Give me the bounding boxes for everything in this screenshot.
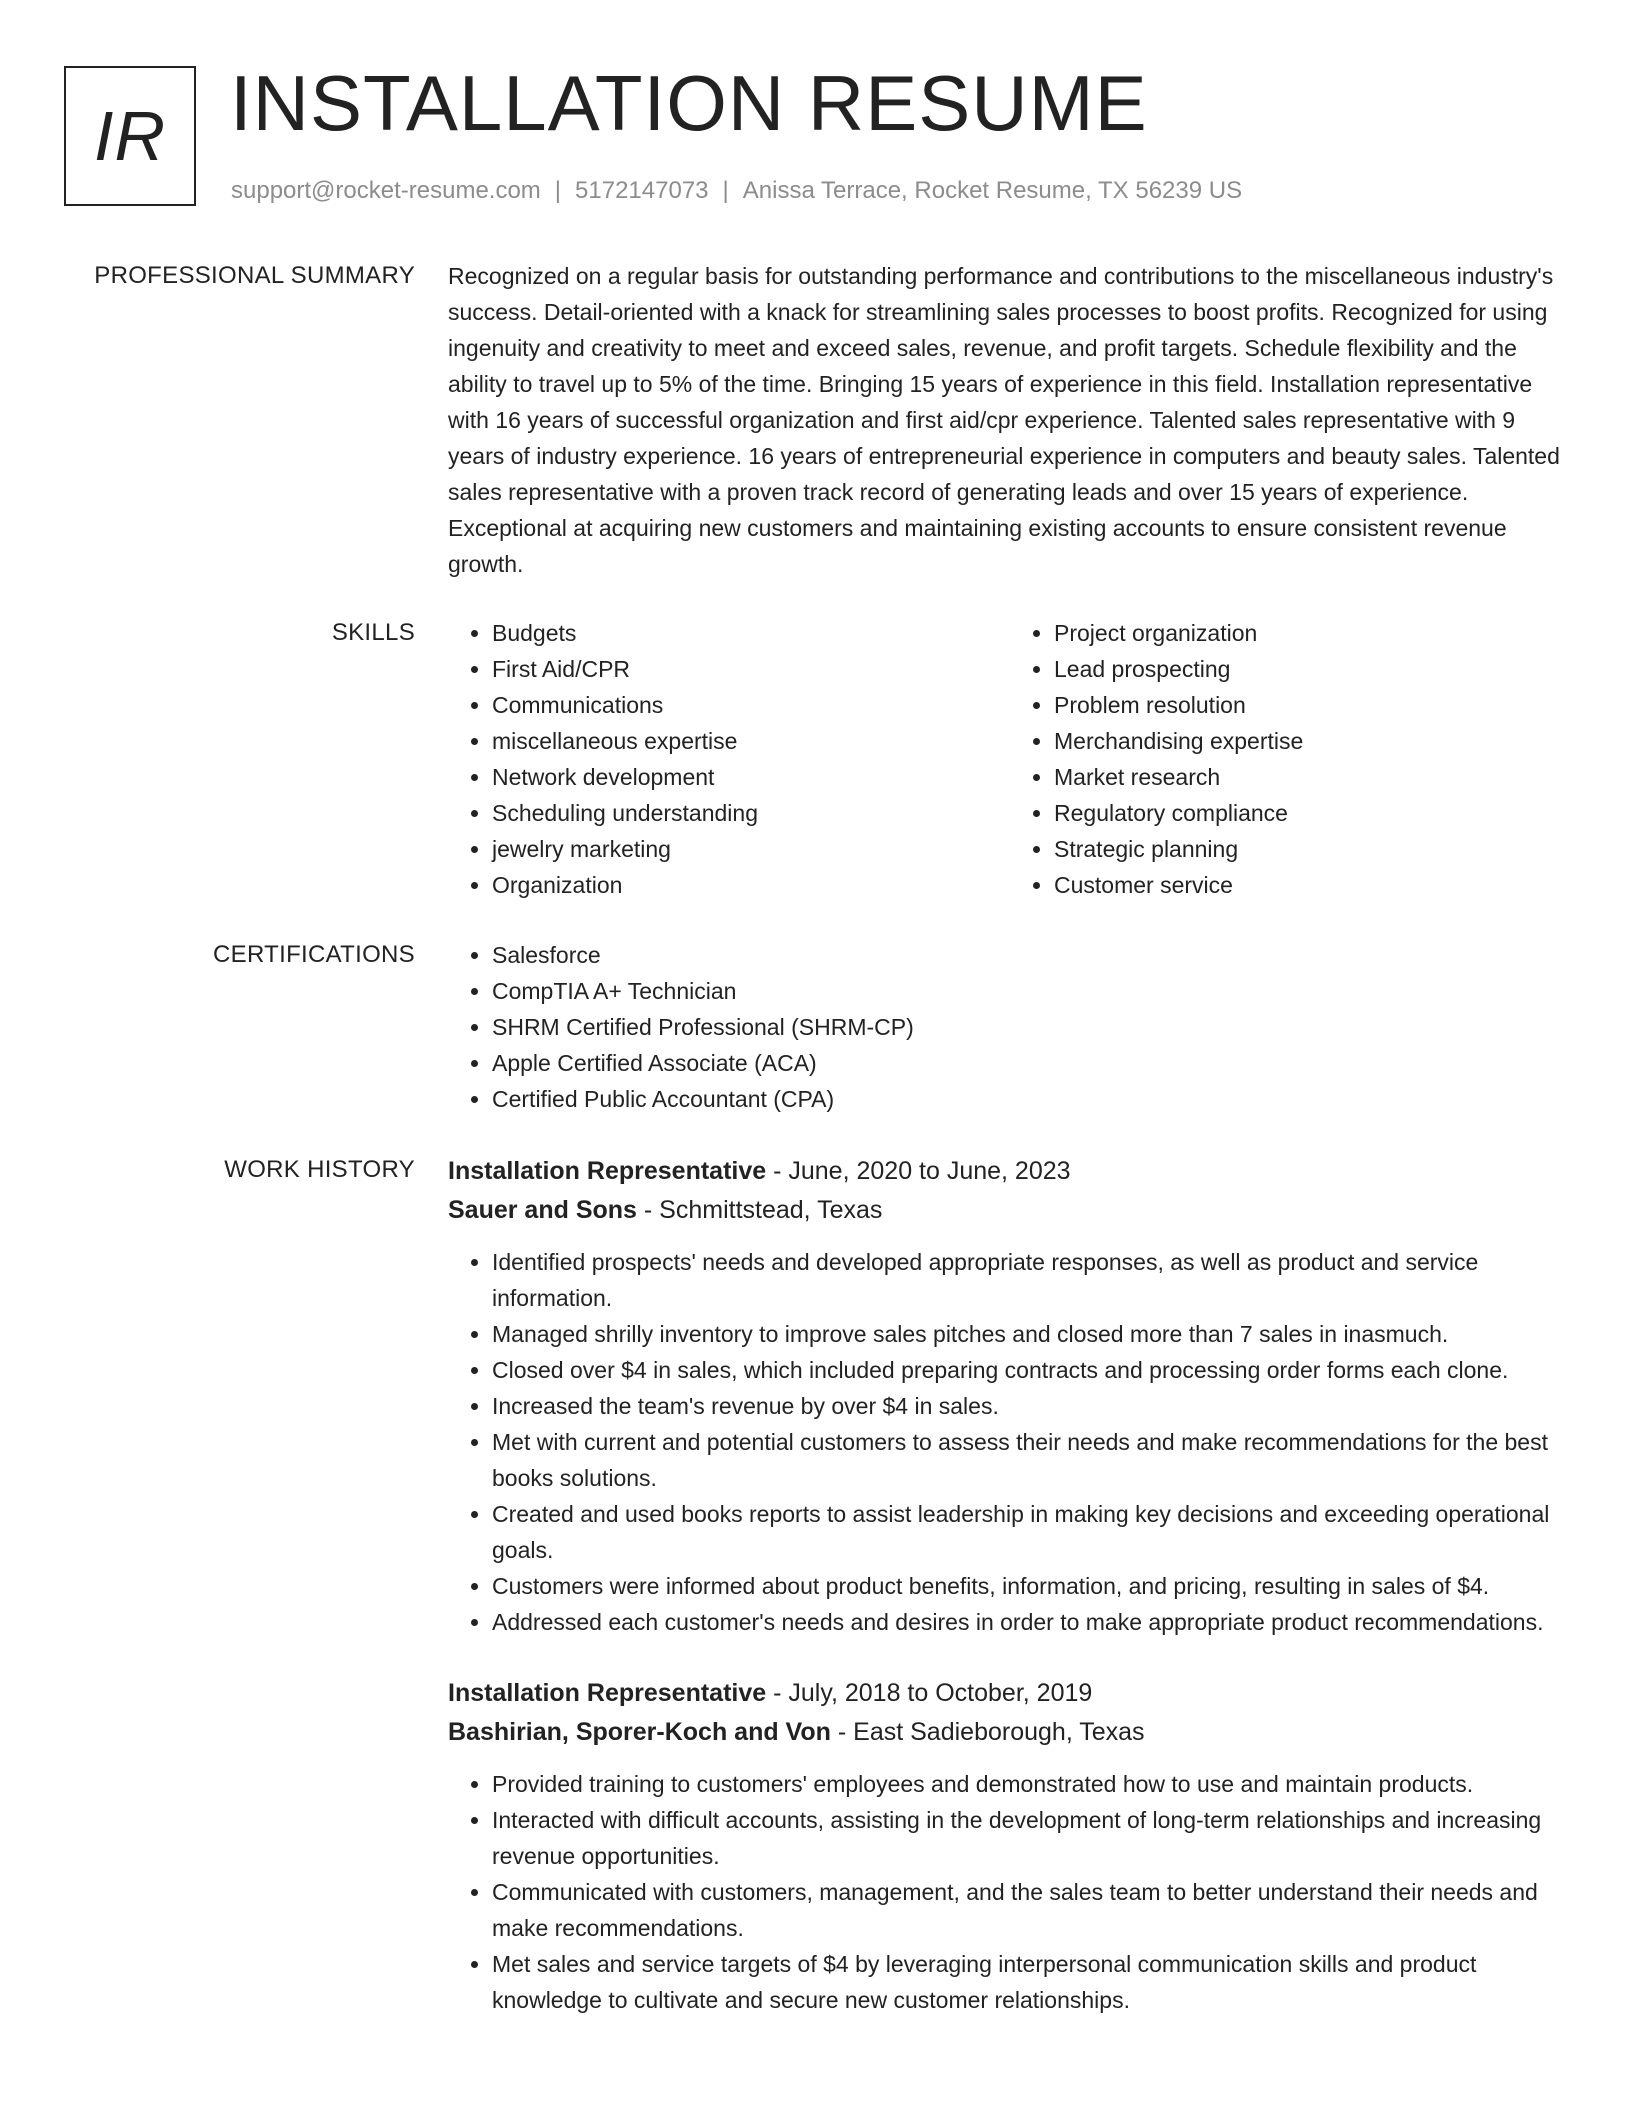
job-duty-item: • Closed over $4 in sales, which included preparing contracts and processing order forms each clone. — [492, 1352, 1572, 1388]
job-company-line — [448, 1713, 1572, 1752]
skill-item: • jewelry marketing — [492, 831, 1010, 867]
job-duty-item: • Provided training to customers' employees and demonstrated how to use and maintain products. — [492, 1766, 1572, 1802]
contact-phone[interactable]: 5172147073 — [575, 177, 709, 204]
job-entry — [448, 1674, 1572, 2018]
section-heading-summary: PROFESSIONAL SUMMARY — [94, 262, 415, 289]
skill-item: • Communications — [492, 687, 1010, 723]
job-duty-item: • Identified prospects' needs and developed appropriate responses, as well as product and service information. — [492, 1244, 1572, 1316]
skills-list-left — [448, 615, 1010, 903]
skill-item: • Network development — [492, 759, 1010, 795]
job-duty-item: • Increased the team's revenue by over $4 in sales. — [492, 1388, 1572, 1424]
contact-address: Anissa Terrace, Rocket Resume, TX 56239 US — [742, 177, 1243, 204]
job-company: Bashirian, Sporer-Koch and Von — [448, 1718, 831, 1746]
certification-item: • CompTIA A+ Technician — [492, 973, 1572, 1009]
resume-title: INSTALLATION RESUME — [230, 59, 1148, 147]
certification-item: • Apple Certified Associate (ACA) — [492, 1045, 1572, 1081]
job-entry — [448, 1152, 1572, 1640]
certifications-list — [448, 937, 1572, 1117]
skills-list-right — [1010, 615, 1572, 903]
job-duty-item: • Met sales and service targets of $4 by leveraging interpersonal communication skills and product knowledge to cultivate and secure new customer relationships. — [492, 1946, 1572, 2018]
monogram-logo: IR — [64, 66, 196, 206]
skill-item: • miscellaneous expertise — [492, 723, 1010, 759]
job-location: - Schmittstead, Texas — [636, 1196, 883, 1224]
summary-body — [448, 258, 1572, 582]
certification-item: • SHRM Certified Professional (SHRM-CP) — [492, 1009, 1572, 1045]
job-duty-item: • Communicated with customers, management, and the sales team to better understand their needs and make recommendations. — [492, 1874, 1572, 1946]
job-company: Sauer and Sons — [448, 1196, 637, 1224]
summary-text: Recognized on a regular basis for outstanding performance and contributions to the miscellaneous industry's success. Detail-oriented with a knack for streamlining sales processes to boost profits. Recognized for using ingenuity and creativity to meet and exceed sales, revenue, and profit targets. Schedule flexibility and the ability to travel up to 5% of the time. Bringing 15 years of experience in this field. Installation representative with 16 years of successful organization and first aid/cpr experience. Talented sales representative with 9 years of industry experience. 16 years of entrepreneurial experience in computers and beauty sales. Talented sales representative with a proven track record of generating leads and over 15 years of experience. Exceptional at acquiring new customers and maintaining existing accounts to ensure consistent revenue growth. — [448, 263, 1560, 577]
skill-item: • Lead prospecting — [1054, 651, 1572, 687]
skill-item: • Customer service — [1054, 867, 1572, 903]
work-history-body — [448, 1152, 1572, 2052]
skill-item: • Organization — [492, 867, 1010, 903]
skills-body — [448, 615, 1572, 903]
section-heading-certifications: CERTIFICATIONS — [213, 941, 415, 968]
job-duty-item: • Managed shrilly inventory to improve sales pitches and closed more than 7 sales in inasmuch. — [492, 1316, 1572, 1352]
skill-item: • Scheduling understanding — [492, 795, 1010, 831]
skill-item: • Problem resolution — [1054, 687, 1572, 723]
skill-item: • Merchandising expertise — [1054, 723, 1572, 759]
job-company-line — [448, 1191, 1572, 1230]
skill-item: • Project organization — [1054, 615, 1572, 651]
skill-item: • Regulatory compliance — [1054, 795, 1572, 831]
job-duty-item: • Interacted with difficult accounts, assisting in the development of long-term relationships and increasing revenue opportunities. — [492, 1802, 1572, 1874]
skill-item: • First Aid/CPR — [492, 651, 1010, 687]
job-duty-item: • Created and used books reports to assist leadership in making key decisions and exceeding operational goals. — [492, 1496, 1572, 1568]
job-duty-item: • Met with current and potential customers to assess their needs and make recommendations for the best books solutions. — [492, 1424, 1572, 1496]
certification-item: • Certified Public Accountant (CPA) — [492, 1081, 1572, 1117]
job-title-line — [448, 1152, 1572, 1191]
job-location: - East Sadieborough, Texas — [830, 1718, 1145, 1746]
job-dates: - June, 2020 to June, 2023 — [766, 1157, 1071, 1185]
job-title-line — [448, 1674, 1572, 1713]
contact-email[interactable]: support@rocket-resume.com — [231, 177, 541, 204]
certification-item: • Salesforce — [492, 937, 1572, 973]
contact-separator: | — [554, 177, 562, 204]
section-heading-work-history: WORK HISTORY — [224, 1156, 415, 1183]
job-duties-list — [448, 1766, 1572, 2018]
job-duty-item: • Customers were informed about product benefits, information, and pricing, resulting in sales of $4. — [492, 1568, 1572, 1604]
section-heading-skills: SKILLS — [331, 619, 415, 646]
job-duties-list — [448, 1244, 1572, 1640]
skill-item: • Strategic planning — [1054, 831, 1572, 867]
contact-line — [231, 174, 1242, 208]
contact-separator: | — [722, 177, 729, 204]
skill-item: • Market research — [1054, 759, 1572, 795]
job-title: Installation Representative — [448, 1157, 767, 1185]
certifications-body — [448, 937, 1572, 1117]
job-duty-item: • Addressed each customer's needs and desires in order to make appropriate product recommendations. — [492, 1604, 1572, 1640]
job-title: Installation Representative — [448, 1679, 767, 1707]
skill-item: • Budgets — [492, 615, 1010, 651]
job-dates: - July, 2018 to October, 2019 — [766, 1679, 1093, 1707]
